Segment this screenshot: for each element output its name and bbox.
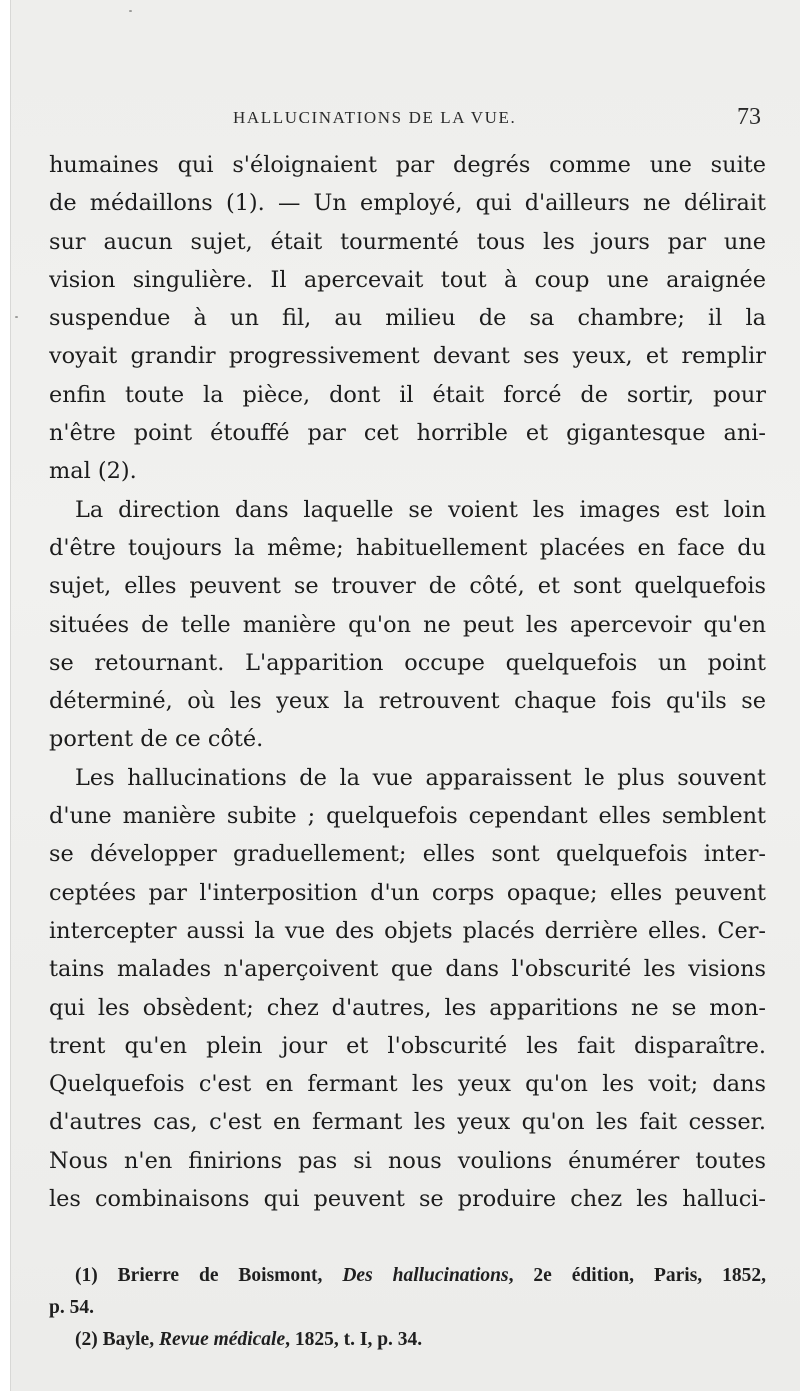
footnote-1-suffix: , 2e édition, Paris, 1852, xyxy=(508,1265,766,1286)
text-line: d'une manière subite ; quelquefois cependant elles semblent xyxy=(49,803,766,830)
footnotes xyxy=(49,1260,766,1356)
text-line: trent qu'en plein jour et l'obscurité les fait disparaître. xyxy=(49,1032,766,1059)
text-line: de médaillons (1). — Un employé, qui d'ailleurs ne délirait xyxy=(49,190,766,217)
page-header xyxy=(11,104,800,134)
footnote-2-title: Revue médicale xyxy=(158,1329,286,1350)
text-line: les combinaisons qui peuvent se produire chez les halluci- xyxy=(49,1186,766,1213)
paragraph-start-line: La direction dans laquelle se voient les images est loin xyxy=(75,496,766,523)
text-line: tains malades n'aperçoivent que dans l'obscurité les visions xyxy=(49,956,766,983)
body-text xyxy=(49,146,766,1218)
book-page xyxy=(10,0,800,1391)
text-line: mal (2). xyxy=(49,458,137,485)
text-line: situées de telle manière qu'on ne peut les apercevoir qu'en xyxy=(49,611,766,638)
text-line: d'autres cas, c'est en fermant les yeux qu'on les fait cesser. xyxy=(49,1109,766,1136)
footnote-1-prefix: (1) Brierre de Boismont, xyxy=(75,1265,343,1286)
paragraph-start-line: Les hallucinations de la vue apparaissent le plus souvent xyxy=(75,764,766,791)
footnote-2-prefix: (2) Bayle, xyxy=(75,1329,159,1350)
page-number: 73 xyxy=(737,104,761,130)
text-line: ceptées par l'interposition d'un corps opaque; elles peuvent xyxy=(49,879,766,906)
text-line: qui les obsèdent; chez d'autres, les apparitions ne se mon- xyxy=(49,994,766,1021)
text-line: déterminé, où les yeux la retrouvent chaque fois qu'ils se xyxy=(49,688,766,715)
text-line: sur aucun sujet, était tourmenté tous les jours par une xyxy=(49,228,766,255)
text-line: suspendue à un fil, au milieu de sa chambre; il la xyxy=(49,305,766,332)
text-line: humaines qui s'éloignaient par degrés comme une suite xyxy=(49,152,766,178)
footnote-1 xyxy=(49,1260,766,1292)
footnote-1-continuation: p. 54. xyxy=(49,1297,94,1318)
text-line: Nous n'en finirions pas si nous voulions énumérer toutes xyxy=(49,1147,766,1174)
text-line: intercepter aussi la vue des objets placés derrière elles. Cer- xyxy=(49,917,766,944)
paper-speck xyxy=(129,10,132,12)
footnote-1-title: Des hallucinations xyxy=(342,1265,509,1286)
paper-speck xyxy=(15,316,18,318)
text-line: se développer graduellement; elles sont quelquefois inter- xyxy=(49,841,766,868)
text-line: enfin toute la pièce, dont il était forcé de sortir, pour xyxy=(49,381,766,408)
footnote-2-suffix: , 1825, t. I, p. 34. xyxy=(285,1329,423,1350)
text-line: n'être point étouffé par cet horrible et gigantesque ani- xyxy=(49,420,766,447)
text-line: sujet, elles peuvent se trouver de côté, et sont quelquefois xyxy=(49,573,766,600)
text-line: voyait grandir progressivement devant ses yeux, et remplir xyxy=(49,343,766,370)
text-line: d'être toujours la même; habituellement placées en face du xyxy=(49,534,766,561)
text-line: Quelquefois c'est en fermant les yeux qu'on les voit; dans xyxy=(49,1071,766,1098)
text-line: portent de ce côté. xyxy=(49,726,264,753)
text-line: vision singulière. Il apercevait tout à coup une araignée xyxy=(49,266,766,293)
running-title: HALLUCINATIONS DE LA VUE. xyxy=(233,108,517,127)
text-line: se retournant. L'apparition occupe quelquefois un point xyxy=(49,649,766,676)
footnote-2 xyxy=(49,1324,766,1356)
